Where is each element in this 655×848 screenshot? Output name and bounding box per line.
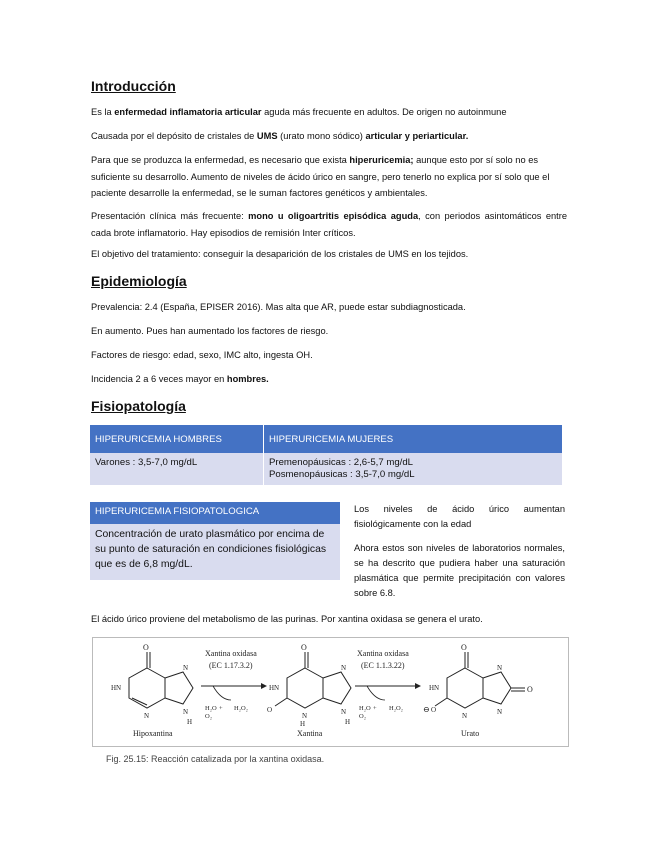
arrow-1-curve xyxy=(213,686,231,700)
xan-atom-n2: N xyxy=(341,664,347,672)
plus-1: + xyxy=(219,705,223,712)
figure-caption: Fig. 25.15: Reacción catalizada por la xantina oxidasa. xyxy=(106,754,325,764)
urate-atom-n: N xyxy=(462,712,468,720)
ec-label-1: (EC 1.17.3.2) xyxy=(209,661,253,670)
arrow-2-head xyxy=(415,683,421,689)
h2o2-1: H₂O₂ xyxy=(234,705,248,712)
intro-paragraph-4: Presentación clínica más frecuente: mono u oligoartritis episódica aguda, con periodos asintomáticos entre cada brote inflamatorio. Hay episodios de remisión Inter críticos. xyxy=(91,211,568,238)
epi-paragraph-1: Prevalencia: 2.4 (España, EPISER 2016). Mas alta que AR, puede estar subdiagnosticada. xyxy=(91,302,466,312)
urate-atom-o: O xyxy=(461,643,467,652)
h2o2-2: H₂O₂ xyxy=(389,705,403,712)
side-note-2: Ahora estos son niveles de laboratorios normales, se ha descrito que pudiera haber una saturación plasmática que permite precipitación con valores sobre 6.8. xyxy=(354,543,565,598)
label-xantina: Xantina xyxy=(297,729,323,738)
hypo-atom-o: O xyxy=(143,643,149,652)
intro-paragraph-5: El objetivo del tratamiento: conseguir la desaparición de los cristales de UMS en los tejidos. xyxy=(91,249,469,259)
xan-atom-h: H xyxy=(300,720,306,728)
label-urato: Urato xyxy=(461,729,480,738)
epi-paragraph-2: En aumento. Pues han aumentado los factores de riesgo. xyxy=(91,326,329,336)
urate-atom-hn: HN xyxy=(429,684,440,692)
heading-introduccion: Introducción xyxy=(91,78,176,94)
label-hipoxantina: Hipoxantina xyxy=(133,729,173,738)
intro-paragraph-1: Es la enfermedad inflamatoria articular aguda más frecuente en adultos. De origen no autoinmune xyxy=(91,107,507,117)
table-cell-women xyxy=(264,453,563,485)
h2o-2: H₂O xyxy=(359,705,371,712)
xan-atom-h2: H xyxy=(345,718,351,726)
arrow-1-head xyxy=(261,683,267,689)
urate-structure xyxy=(435,652,525,708)
hypo-atom-n: N xyxy=(144,712,150,720)
physiopathology-box-body: Concentración de urato plasmático por encima de su punto de saturación en condiciones fisiológicas que es de 6,8 mg/dL. xyxy=(90,524,340,580)
side-note-1: Los niveles de ácido úrico aumentan fisiológicamente con la edad xyxy=(354,504,565,529)
xanthine-oxidase-figure xyxy=(92,637,569,747)
h2o-1: H₂O xyxy=(205,705,217,712)
xan-atom-n: N xyxy=(302,712,308,720)
heading-fisiopatologia: Fisiopatología xyxy=(91,398,186,414)
table-header-men: HIPERURICEMIA HOMBRES xyxy=(90,425,264,453)
hypoxanthine-structure xyxy=(129,652,193,708)
physiopathology-box-header: HIPERURICEMIA FISIOPATOLOGICA xyxy=(90,502,340,524)
intro-paragraph-2: Causada por el depósito de cristales de UMS (urato mono sódico) articular y periarticular. xyxy=(91,131,469,141)
hypo-atom-h: H xyxy=(187,718,193,726)
urate-atom-o3: O xyxy=(527,685,533,694)
o2-1: O₂ xyxy=(205,713,212,720)
physiopathology-box xyxy=(90,502,340,580)
urate-atom-o2: O xyxy=(431,706,437,714)
urate-minus: ⊖ xyxy=(423,705,430,714)
ec-label-2: (EC 1.1.3.22) xyxy=(361,661,405,670)
hypo-atom-n2: N xyxy=(183,664,189,672)
women-premenopausal: Premenopáusicas : 2,6-5,7 mg/dL xyxy=(269,457,413,468)
hypo-atom-hn: HN xyxy=(111,684,122,692)
reaction-diagram xyxy=(93,638,568,746)
plus-2: + xyxy=(373,705,377,712)
xan-atom-o2: O xyxy=(267,706,273,714)
xan-atom-hn: HN xyxy=(269,684,280,692)
urate-atom-n3: N xyxy=(497,708,503,716)
o2-2: O₂ xyxy=(359,713,366,720)
hyperuricemia-table xyxy=(90,425,563,485)
women-postmenopausal: Posmenopáusicas : 3,5-7,0 mg/dL xyxy=(269,469,415,480)
hypo-atom-n3: N xyxy=(183,708,189,716)
xan-atom-o: O xyxy=(301,643,307,652)
enzyme-label-2: Xantina oxidasa xyxy=(357,649,409,658)
table-header-women: HIPERURICEMIA MUJERES xyxy=(264,425,563,453)
xan-atom-n3: N xyxy=(341,708,347,716)
purine-metabolism-paragraph: El ácido úrico proviene del metabolismo de las purinas. Por xantina oxidasa se genera el urato. xyxy=(91,614,483,624)
xanthine-structure xyxy=(275,652,351,708)
heading-epidemiologia: Epidemiología xyxy=(91,273,187,289)
arrow-2-curve xyxy=(367,686,385,700)
intro-paragraph-3: Para que se produzca la enfermedad, es necesario que exista hiperuricemia; aunque esto por sí solo no es suficiente su desarrollo. Aumento de niveles de ácido úrico en sangre, pero tenerlo no explica por sí solo que el paciente desarrolle la enfermedad, se le suman factores genéticos y ambientales. xyxy=(91,155,550,198)
table-cell-men: Varones : 3,5-7,0 mg/dL xyxy=(90,453,264,485)
urate-atom-n2: N xyxy=(497,664,503,672)
enzyme-label-1: Xantina oxidasa xyxy=(205,649,257,658)
epi-paragraph-3: Factores de riesgo: edad, sexo, IMC alto, ingesta OH. xyxy=(91,350,313,360)
epi-paragraph-4: Incidencia 2 a 6 veces mayor en hombres. xyxy=(91,374,269,384)
